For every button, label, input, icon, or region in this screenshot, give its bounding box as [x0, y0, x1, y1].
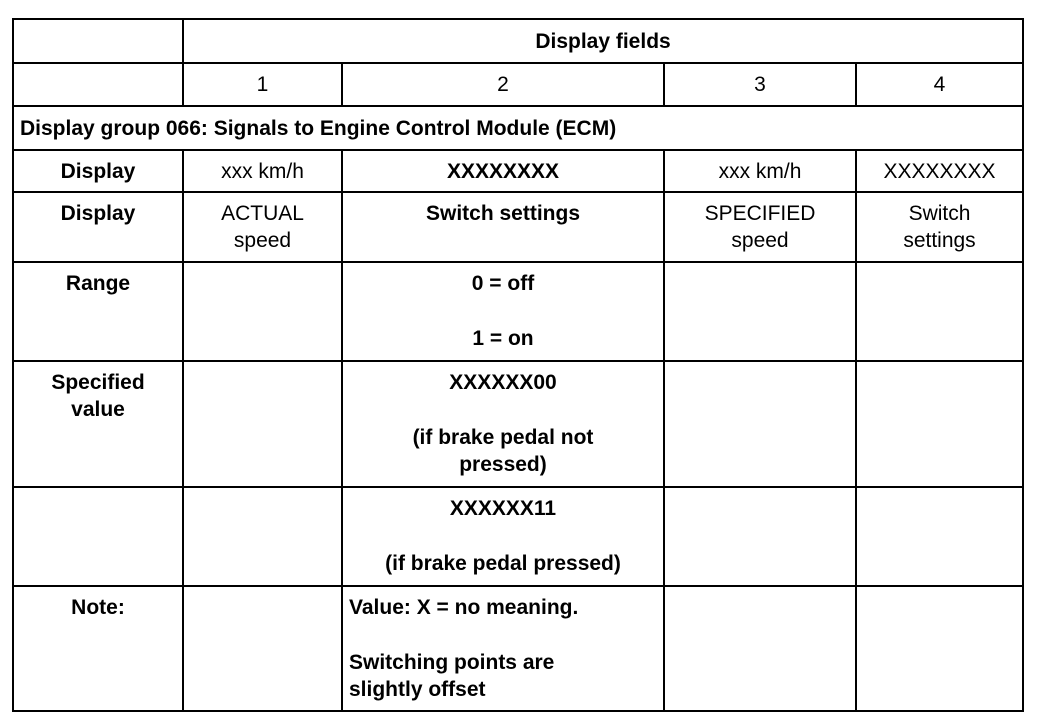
group-title: Display group 066: Signals to Engine Control Module (ECM) [13, 106, 1023, 150]
field-number-3: 3 [664, 63, 856, 106]
display-label-1: Display [13, 150, 183, 192]
field-number-1: 1 [183, 63, 342, 106]
display2-field2: Switch settings [342, 192, 664, 262]
note-field2 [342, 586, 664, 711]
field-number-row [13, 63, 1023, 106]
specified-field3 [664, 361, 856, 486]
specified-code-11: XXXXXX11 [449, 496, 557, 520]
note-value-line: Value: X = no meaning. [349, 595, 579, 619]
specified2-label [13, 487, 183, 586]
display-group-table [12, 18, 1024, 712]
switch-line: Switch [908, 202, 971, 226]
display1-field1: xxx km/h [183, 150, 342, 192]
range-row [13, 262, 1023, 361]
specified-field4 [856, 361, 1023, 486]
display-row-2 [13, 192, 1023, 262]
speed-line-3: speed [731, 229, 789, 253]
note-label: Note: [13, 586, 183, 711]
note-switching-line1: Switching points are [349, 650, 555, 674]
display2-field3 [664, 192, 856, 262]
specified2-field4 [856, 487, 1023, 586]
specified-label-line2: value [71, 398, 125, 422]
specified-value-row-2 [13, 487, 1023, 586]
specified-field2 [342, 361, 664, 486]
field-number-2: 2 [342, 63, 664, 106]
specified-line: SPECIFIED [704, 202, 816, 226]
display-row-1 [13, 150, 1023, 192]
range-field4 [856, 262, 1023, 361]
display-fields-header: Display fields [183, 19, 1023, 63]
range-off: 0 = off [471, 272, 535, 296]
specified2-field3 [664, 487, 856, 586]
range-field2 [342, 262, 664, 361]
range-field1 [183, 262, 342, 361]
display-label-2: Display [13, 192, 183, 262]
range-field3 [664, 262, 856, 361]
range-label: Range [13, 262, 183, 361]
note-row [13, 586, 1023, 711]
header-row [13, 19, 1023, 63]
corner-cell [13, 19, 183, 63]
specified2-field2 [342, 487, 664, 586]
group-title-row [13, 106, 1023, 150]
note-field1 [183, 586, 342, 711]
not-pressed-line1: (if brake pedal not [412, 426, 594, 450]
specified-value-row [13, 361, 1023, 486]
note-field4 [856, 586, 1023, 711]
specified-value-label [13, 361, 183, 486]
specified-field1 [183, 361, 342, 486]
display1-field4: XXXXXXXX [856, 150, 1023, 192]
display1-field2: XXXXXXXX [342, 150, 664, 192]
settings-line: settings [903, 229, 976, 253]
not-pressed-line2: pressed) [459, 453, 547, 477]
field-number-empty [13, 63, 183, 106]
specified-code-00: XXXXXX00 [449, 371, 557, 395]
specified-label-line1: Specified [51, 371, 145, 395]
field-number-4: 4 [856, 63, 1023, 106]
note-field3 [664, 586, 856, 711]
actual-line: ACTUAL [221, 202, 304, 226]
pressed-line: (if brake pedal pressed) [385, 551, 621, 575]
display2-field1 [183, 192, 342, 262]
note-switching-line2: slightly offset [349, 677, 486, 701]
specified2-field1 [183, 487, 342, 586]
range-on: 1 = on [472, 327, 534, 351]
display2-field4 [856, 192, 1023, 262]
speed-line-1: speed [233, 229, 292, 253]
display1-field3: xxx km/h [664, 150, 856, 192]
